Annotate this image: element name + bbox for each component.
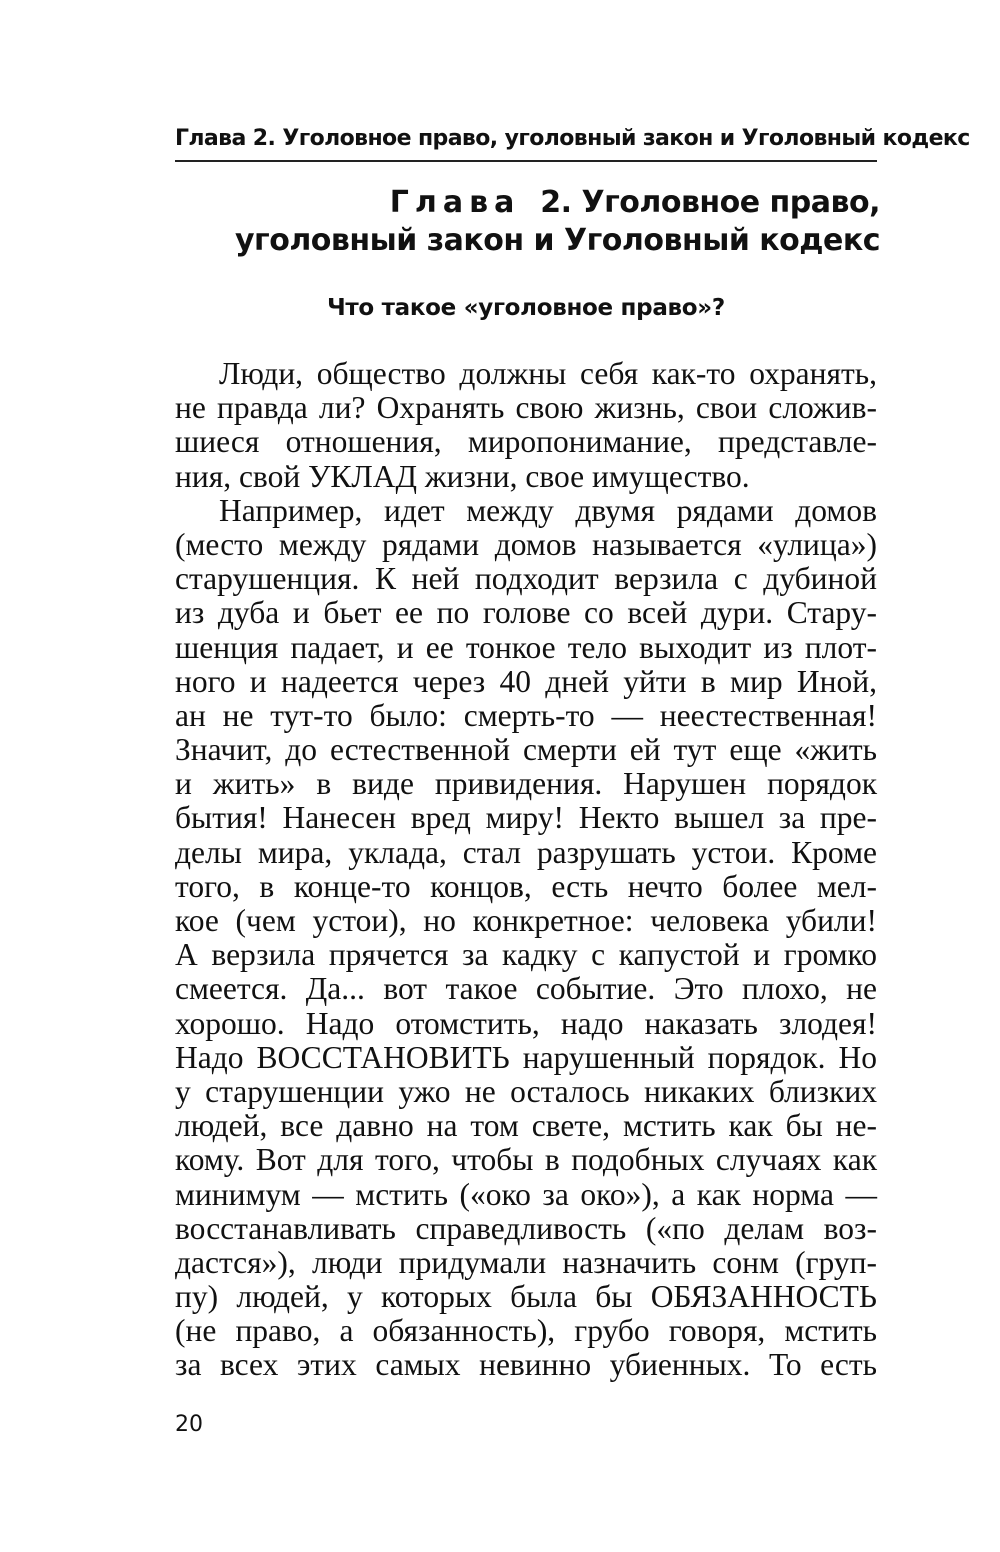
text-line: делы мира, уклада, стал разрушать устои. Кроме xyxy=(175,834,877,870)
text-line: из дуба и бьет ее по голове со всей дури. Стару- xyxy=(175,595,877,631)
text-line: (не право, а обязанность), грубо говоря, мстить xyxy=(175,1313,877,1349)
text-line: людей, все давно на том свете, мстить как бы не- xyxy=(175,1108,877,1144)
running-head: Глава 2. Уголовное право, уголовный закон и Уголовный кодекс xyxy=(175,126,970,151)
text-line: у старушенции ужо не осталось никаких близких xyxy=(175,1073,877,1109)
text-line: шенция падает, и ее тонкое тело выходит из плот- xyxy=(175,629,877,665)
text-line: старушенция. К ней подходит верзила с дубиной xyxy=(175,561,877,597)
text-line: смеется. Да... вот такое событие. Это плохо, не xyxy=(175,971,877,1007)
text-line: минимум — мстить («око за око»), а как норма — xyxy=(175,1176,877,1212)
header-rule xyxy=(175,160,877,162)
text-line: хорошо. Надо отомстить, надо наказать злодея! xyxy=(175,1005,877,1041)
text-line: (место между рядами домов называется «улица») xyxy=(175,526,877,562)
text-line: кому. Вот для того, чтобы в подобных случаях как xyxy=(175,1142,877,1178)
text-line: и жить» в виде привидения. Нарушен порядок xyxy=(175,766,877,802)
chapter-title-part-1: 2. Уголовное право, xyxy=(540,185,880,220)
text-line: за всех этих самых невинно убиенных. То есть xyxy=(175,1347,877,1383)
page-number: 20 xyxy=(175,1412,203,1437)
text-line: шиеся отношения, миропонимание, представле- xyxy=(175,424,877,460)
text-line: Люди, общество должны себя как-то охранять, xyxy=(219,356,877,391)
chapter-title-line-1 xyxy=(150,184,880,222)
chapter-title xyxy=(150,184,880,260)
text-line: ного и надеется через 40 дней уйти в мир Иной, xyxy=(175,663,877,699)
chapter-label: Глава xyxy=(389,185,521,220)
paragraph xyxy=(175,494,877,1383)
text-line: кое (чем устои), но конкретное: человека убили! xyxy=(175,903,877,938)
text-line: ан не тут-то было: смерть-то — неестественная! xyxy=(175,697,877,733)
section-heading: Что такое «уголовное право»? xyxy=(327,295,725,321)
text-line: Например, идет между двумя рядами домов xyxy=(219,492,877,528)
text-line: Надо ВОССТАНОВИТЬ нарушенный порядок. Но xyxy=(175,1039,877,1075)
text-line: ния, свой УКЛАД жизни, свое имущество. xyxy=(175,458,750,494)
text-line: пу) людей, у которых была бы ОБЯЗАННОСТЬ xyxy=(175,1279,877,1315)
text-line: не правда ли? Охранять свою жизнь, свои сложив- xyxy=(175,390,877,426)
chapter-title-line-2: уголовный закон и Уголовный кодекс xyxy=(234,223,880,258)
text-line: того, в конце-то концов, есть нечто более мел- xyxy=(175,868,877,904)
text-line: Значит, до естественной смерти ей тут еще «жить xyxy=(175,732,877,768)
body-text xyxy=(175,357,877,1383)
text-line: восстанавливать справедливость («по делам воз- xyxy=(175,1210,877,1246)
text-line: дастся»), люди придумали назначить сонм (груп- xyxy=(175,1244,877,1280)
text-line: А верзила прячется за кадку с капустой и громко xyxy=(175,937,877,973)
paragraph xyxy=(175,357,877,494)
text-line: бытия! Нанесен вред миру! Некто вышел за пре- xyxy=(175,800,877,836)
